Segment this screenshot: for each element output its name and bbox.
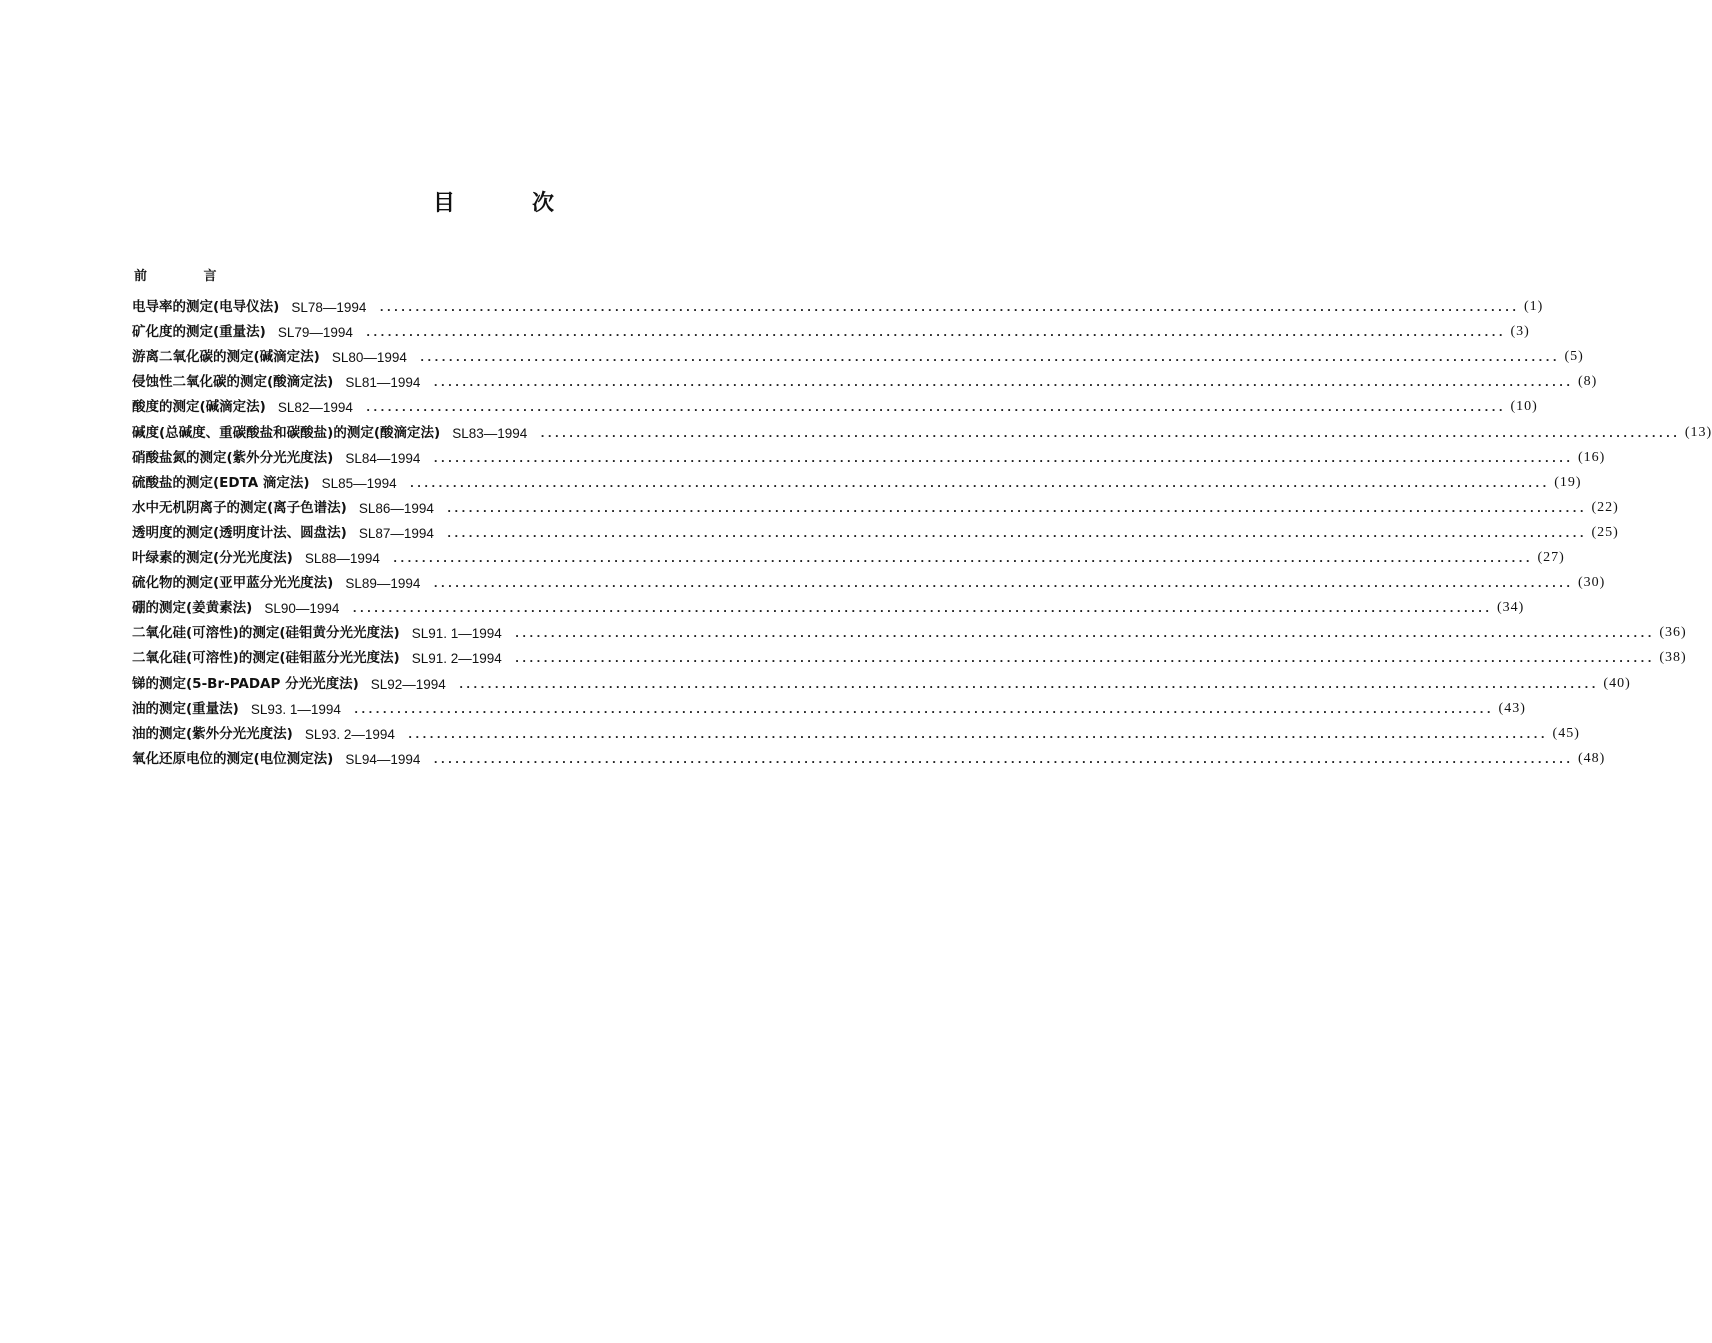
toc-entry-page-number: (40) (1603, 675, 1631, 691)
toc-dot-leader: ................................................................................................................................................................ (513, 652, 1654, 666)
toc-entry-standard-code: SL79—1994 (277, 325, 353, 341)
toc-entry-standard-code: SL88—1994 (304, 551, 380, 567)
toc-entry-title: 侵蚀性二氧化碳的测定(酸滴定法) (132, 374, 334, 391)
toc-entry (132, 616, 1687, 642)
toc-dot-leader: ................................................................................................................................................................ (391, 552, 1532, 566)
toc-dot-leader: ................................................................................................................................................................ (445, 526, 1586, 540)
toc-entry-standard-code: SL83—1994 (452, 425, 528, 441)
toc-entry (132, 717, 1580, 742)
toc-dot-leader: ................................................................................................................................................................ (432, 376, 1573, 390)
toc-entry-title: 矿化度的测定(重量法) (132, 324, 266, 341)
toc-entry-page-number: (34) (1497, 600, 1525, 616)
toc-entry-page-number: (19) (1554, 474, 1582, 490)
toc-entry (132, 390, 1538, 416)
toc-entry-title: 油的测定(紫外分光光度法) (132, 725, 293, 742)
toc-entry-standard-code: SL92—1994 (370, 676, 446, 692)
toc-entry-standard-code: SL84—1994 (345, 450, 421, 466)
toc-dot-leader: ................................................................................................................................................................ (539, 426, 1679, 440)
toc-dot-leader: ................................................................................................................................................................ (351, 602, 1492, 616)
toc-dot-leader: ................................................................................................................................................................ (408, 476, 1549, 490)
toc-entry (132, 641, 1687, 667)
toc-entry (132, 315, 1530, 341)
toc-entry-page-number: (1) (1524, 299, 1544, 315)
toc-entry-standard-code: SL82—1994 (277, 400, 353, 416)
title-char-1: 目 (433, 191, 456, 216)
toc-entry-standard-code: SL91. 2—1994 (411, 651, 502, 667)
toc-entry-standard-code: SL86—1994 (358, 500, 434, 516)
toc-entry-title: 酸度的测定(碱滴定法) (132, 399, 266, 416)
toc-entry-page-number: (45) (1552, 725, 1580, 741)
toc-entry-title: 碱度(总碱度、重碳酸盐和碳酸盐)的测定(酸滴定法) (132, 424, 441, 441)
toc-entry (132, 290, 1544, 316)
toc-entry-page-number: (3) (1510, 324, 1530, 340)
toc-entry-title: 硝酸盐氮的测定(紫外分光光度法) (132, 449, 334, 466)
toc-dot-leader: ................................................................................................................................................................ (418, 351, 1559, 365)
toc-entry-title: 锑的测定(5-Br-PADAP 分光光度法) (132, 675, 359, 692)
toc-entry-standard-code: SL94—1994 (345, 751, 421, 767)
toc-entry-title: 氧化还原电位的测定(电位测定法) (132, 750, 334, 767)
toc-entry (132, 415, 1712, 441)
toc-entry-standard-code: SL93. 2—1994 (304, 726, 395, 742)
toc-entry-standard-code: SL78—1994 (291, 300, 367, 316)
toc-entry-title: 硼的测定(姜黄素法) (132, 600, 253, 617)
toc-entry-page-number: (27) (1537, 550, 1565, 566)
toc-entry-standard-code: SL90—1994 (264, 601, 340, 617)
toc-entry (132, 666, 1631, 692)
title-char-2: 次 (532, 191, 555, 216)
toc-dot-leader: ................................................................................................................................................................ (513, 627, 1654, 641)
toc-entry-page-number: (36) (1659, 625, 1687, 641)
toc-entry-preface: 前 言 (134, 269, 243, 284)
toc-dot-leader: ................................................................................................................................................................ (406, 727, 1547, 741)
toc-entry (132, 742, 1606, 767)
toc-entry (132, 491, 1619, 516)
toc-entry (132, 365, 1598, 391)
toc-entry-standard-code: SL93. 1—1994 (250, 701, 341, 717)
toc-entry-page-number: (10) (1510, 399, 1538, 415)
toc-entry-page-number: (25) (1591, 524, 1619, 540)
toc-entry (132, 441, 1606, 466)
toc-entry-title: 游离二氧化碳的测定(碱滴定法) (132, 349, 320, 366)
toc-dot-leader: ................................................................................................................................................................ (378, 301, 1519, 315)
toc-dot-leader: ................................................................................................................................................................ (432, 451, 1573, 465)
toc-entry-title: 叶绿素的测定(分光光度法) (132, 550, 293, 567)
toc-entry-page-number: (48) (1578, 750, 1606, 766)
toc-entry-title: 透明度的测定(透明度计法、圆盘法) (132, 524, 347, 541)
toc-entry-page-number: (13) (1684, 424, 1712, 440)
toc-dot-leader: ................................................................................................................................................................ (432, 577, 1573, 591)
toc-entry-title: 电导率的测定(电导仪法) (132, 299, 280, 316)
toc-entry-page-number: (16) (1578, 449, 1606, 465)
toc-entry-title: 二氧化硅(可溶性)的测定(硅钼蓝分光光度法) (132, 650, 400, 667)
toc-list (132, 290, 1712, 767)
toc-entry (132, 541, 1565, 567)
toc-dot-leader: ................................................................................................................................................................ (445, 501, 1586, 515)
toc-entry-standard-code: SL89—1994 (345, 576, 421, 592)
toc-entry (132, 340, 1584, 366)
toc-entry-title: 硫酸盐的测定(EDTA 滴定法) (132, 474, 310, 491)
toc-entry (132, 692, 1526, 717)
toc-entry-standard-code: SL81—1994 (345, 375, 421, 391)
toc-entry (132, 516, 1619, 541)
toc-dot-leader: ................................................................................................................................................................ (352, 702, 1493, 716)
toc-entry-title: 油的测定(重量法) (132, 700, 239, 717)
toc-entry-page-number: (38) (1659, 650, 1687, 666)
toc-entry-title: 二氧化硅(可溶性)的测定(硅钼黄分光光度法) (132, 625, 400, 642)
toc-entry-standard-code: SL80—1994 (331, 350, 407, 366)
toc-entry-page-number: (30) (1578, 575, 1606, 591)
toc-entry-page-number: (5) (1564, 349, 1584, 365)
toc-entry-title: 硫化物的测定(亚甲蓝分光光度法) (132, 575, 334, 592)
toc-entry (132, 566, 1606, 592)
toc-dot-leader: ................................................................................................................................................................ (364, 401, 1505, 415)
toc-entry-standard-code: SL87—1994 (358, 525, 434, 541)
toc-dot-leader: ................................................................................................................................................................ (364, 326, 1505, 340)
toc-entry-title: 水中无机阴离子的测定(离子色谱法) (132, 499, 347, 516)
toc-entry (132, 466, 1582, 491)
toc-entry-standard-code: SL85—1994 (321, 475, 397, 491)
toc-entry-page-number: (43) (1498, 700, 1526, 716)
toc-dot-leader: ................................................................................................................................................................ (432, 752, 1573, 766)
toc-entry-page-number: (22) (1591, 499, 1619, 515)
toc-entry (132, 591, 1525, 617)
toc-entry-page-number: (8) (1578, 374, 1598, 390)
toc-dot-leader: ................................................................................................................................................................ (457, 677, 1598, 691)
toc-entry-standard-code: SL91. 1—1994 (411, 626, 502, 642)
